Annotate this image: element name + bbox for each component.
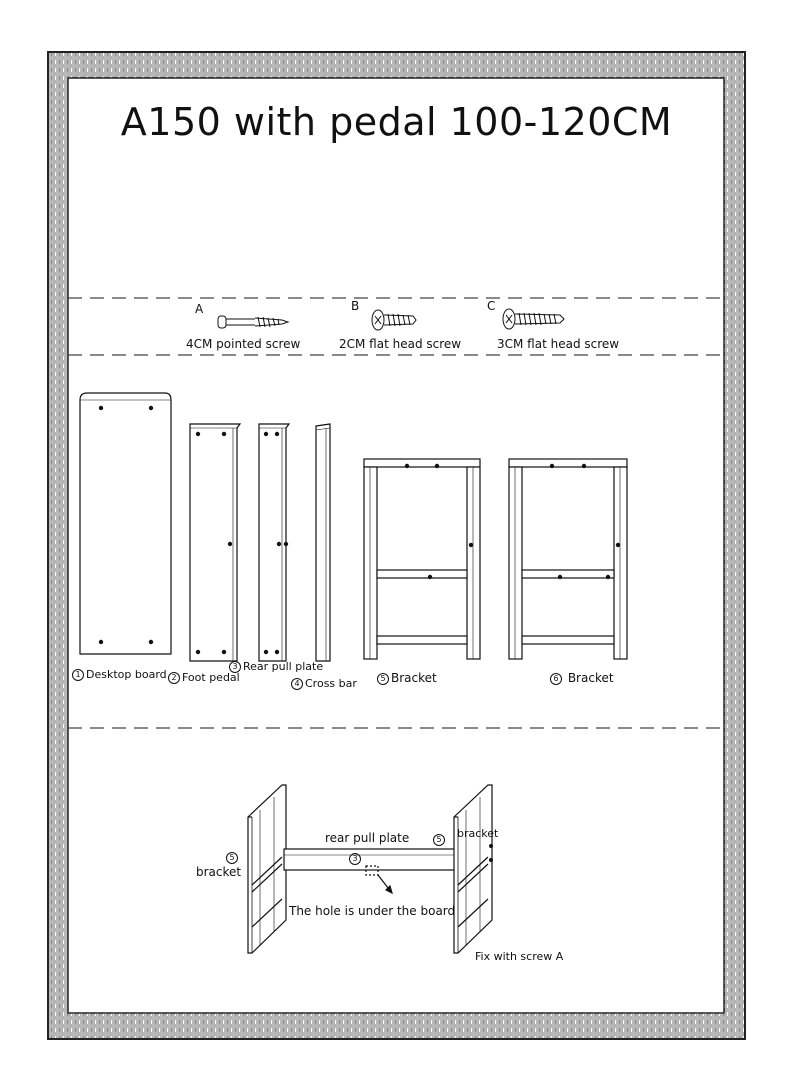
fix-note: Fix with screw A: [475, 950, 564, 963]
part-3-number: 3: [229, 661, 241, 673]
part-1-label: [72, 668, 167, 681]
left-bracket-label: bracket: [196, 865, 242, 879]
screw-c-label: 3CM flat head screw: [497, 337, 620, 351]
screw-b-letter: B: [351, 299, 360, 313]
rear-pull-plate-drawing: [259, 424, 289, 661]
foot-pedal-drawing: [190, 424, 240, 661]
rear-pull-plate-label: rear pull plate: [325, 831, 410, 845]
plate-number-label: [349, 851, 363, 865]
right-bracket-number-label: [433, 832, 447, 846]
part-1-name: Desktop board: [86, 668, 167, 681]
screw-a-letter: A: [195, 302, 204, 316]
part-2-number: 2: [168, 672, 180, 684]
right-bracket-number: 5: [433, 834, 445, 846]
part-5-number: 5: [377, 673, 389, 685]
part-5-label: [377, 671, 437, 685]
left-bracket-number: 5: [226, 852, 238, 864]
cross-bar-drawing: [316, 424, 330, 661]
part-4-name: Cross bar: [305, 677, 357, 690]
part-4-label: [291, 677, 357, 690]
part-5-name: Bracket: [391, 671, 437, 685]
part-2-name: Foot pedal: [182, 671, 240, 684]
screw-b-label: 2CM flat head screw: [339, 337, 462, 351]
desktop-board-drawing: [80, 393, 171, 654]
screw-c-letter: C: [487, 299, 496, 313]
plate-number: 3: [349, 853, 361, 865]
part-6-label: [550, 671, 614, 685]
part-4-number: 4: [291, 678, 303, 690]
part-1-number: 1: [72, 669, 84, 681]
hole-note: The hole is under the board: [289, 904, 456, 918]
part-3-label: [229, 660, 323, 673]
right-bracket-label: bracket: [457, 827, 499, 840]
part-6-number: 6: [550, 673, 562, 685]
part-3-name: Rear pull plate: [243, 660, 324, 673]
page-title: A150 with pedal 100-120CM: [120, 100, 673, 144]
part-6-name: Bracket: [567, 671, 614, 685]
screw-a-label: 4CM pointed screw: [186, 337, 301, 351]
left-bracket-number-label: [226, 850, 240, 864]
